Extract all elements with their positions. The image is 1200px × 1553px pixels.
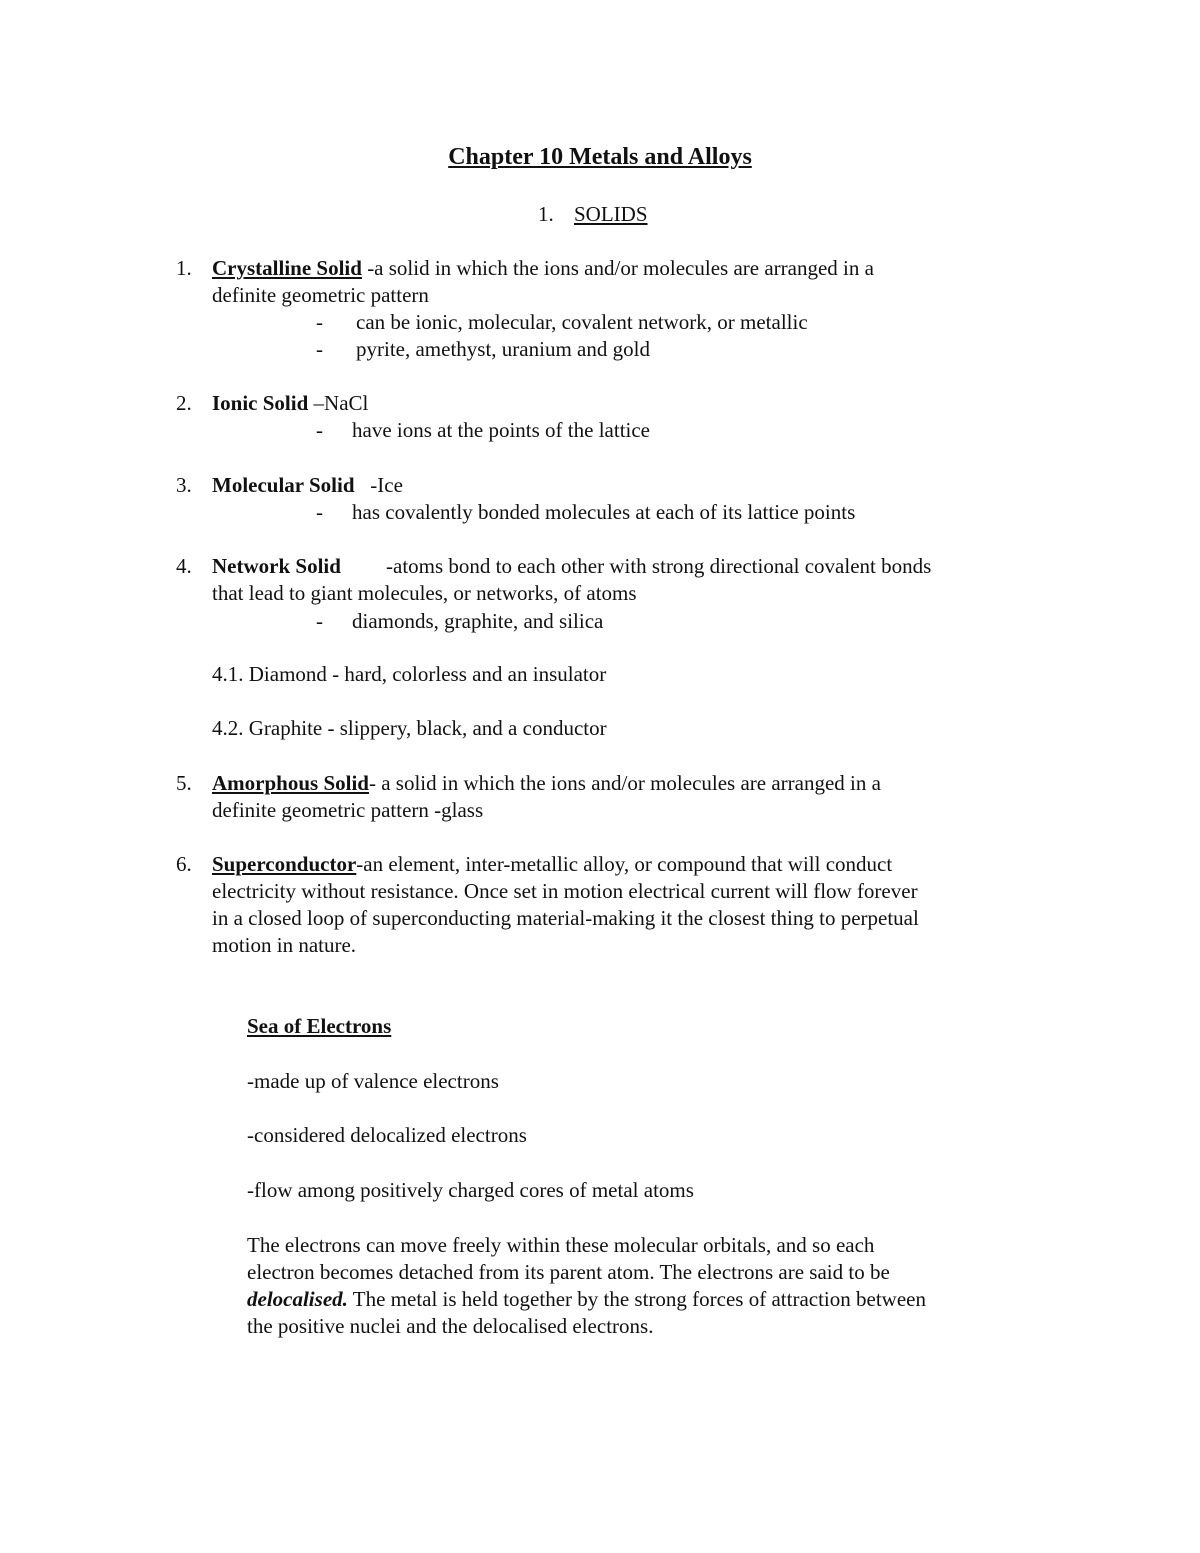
bullet-dash: - xyxy=(316,500,323,524)
sea-point: -considered delocalized electrons xyxy=(247,1123,527,1147)
item-definition: -an element, inter-metallic alloy, or compound that will conduct xyxy=(356,852,893,876)
item-number: 5. xyxy=(176,771,192,795)
paragraph-line: electron becomes detached from its parent atom. The electrons are said to be xyxy=(247,1260,890,1284)
item-line: definite geometric pattern xyxy=(212,283,429,307)
page-title: Chapter 10 Metals and Alloys xyxy=(448,144,752,170)
item-definition: -a solid in which the ions and/or molecules are arranged in a xyxy=(367,256,874,280)
item-number: 6. xyxy=(176,852,192,876)
item-line: definite geometric pattern -glass xyxy=(212,798,484,822)
bullet-dash: - xyxy=(316,310,323,334)
item-term: Ionic Solid xyxy=(212,391,309,415)
section-subheading: Sea of Electrons xyxy=(247,1014,392,1038)
bullet-dash: - xyxy=(316,337,323,361)
item-number: 3. xyxy=(176,473,192,497)
bullet-text: diamonds, graphite, and silica xyxy=(352,609,604,633)
item-line: that lead to giant molecules, or networks, of atoms xyxy=(212,581,637,605)
item-number: 4. xyxy=(176,554,192,578)
item-line xyxy=(212,770,881,797)
item-definition: -Ice xyxy=(370,473,403,497)
bullet-dash: - xyxy=(316,418,323,442)
section-heading: SOLIDS xyxy=(574,202,648,226)
emphasis-term: delocalised. xyxy=(247,1287,348,1311)
bullet-text: have ions at the points of the lattice xyxy=(352,418,650,442)
bullet-text: can be ionic, molecular, covalent network, or metallic xyxy=(356,310,808,334)
item-line: electricity without resistance. Once set in motion electrical current will flow forever xyxy=(212,879,918,903)
item-term: Molecular Solid xyxy=(212,473,355,497)
item-line xyxy=(212,390,368,417)
bullet-dash: - xyxy=(316,609,323,633)
item-term: Crystalline Solid xyxy=(212,256,362,280)
item-term: Superconductor xyxy=(212,852,357,876)
paragraph-line: The electrons can move freely within these molecular orbitals, and so each xyxy=(247,1233,875,1257)
paragraph-line xyxy=(247,1286,926,1313)
item-number: 1. xyxy=(176,256,192,280)
item-definition: –NaCl xyxy=(313,391,369,415)
section-number: 1. xyxy=(538,202,554,226)
bullet-text: has covalently bonded molecules at each of its lattice points xyxy=(352,500,856,524)
paragraph-text: The metal is held together by the strong forces of attraction between xyxy=(347,1287,926,1311)
item-line: motion in nature. xyxy=(212,933,357,957)
sub-item: 4.2. Graphite - slippery, black, and a conductor xyxy=(212,716,607,740)
sea-point: -made up of valence electrons xyxy=(247,1069,499,1093)
item-line xyxy=(212,851,892,878)
item-term: Network Solid xyxy=(212,554,341,578)
item-line: in a closed loop of superconducting material-making it the closest thing to perpetual xyxy=(212,906,919,930)
bullet-text: pyrite, amethyst, uranium and gold xyxy=(356,337,650,361)
item-line xyxy=(212,255,874,282)
sub-item: 4.1. Diamond - hard, colorless and an insulator xyxy=(212,662,607,686)
item-line xyxy=(212,472,403,499)
item-definition: - a solid in which the ions and/or molecules are arranged in a xyxy=(368,771,881,795)
item-definition: -atoms bond to each other with strong directional covalent bonds xyxy=(386,554,932,578)
sea-point: -flow among positively charged cores of metal atoms xyxy=(247,1178,694,1202)
paragraph-line: the positive nuclei and the delocalised electrons. xyxy=(247,1314,654,1338)
item-term: Amorphous Solid xyxy=(212,771,369,795)
item-number: 2. xyxy=(176,391,192,415)
